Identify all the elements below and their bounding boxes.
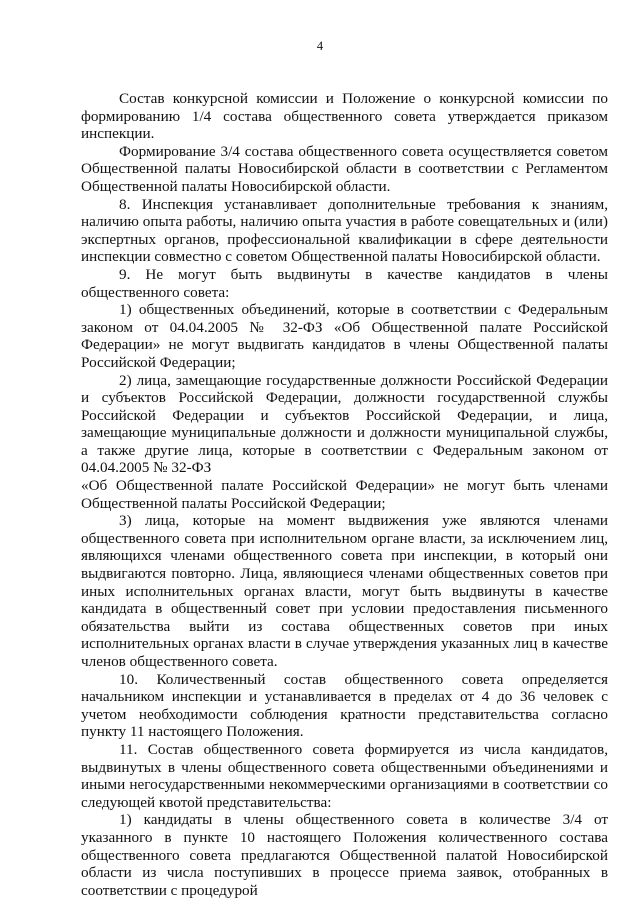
- paragraph-item-9-1: 1) общественных объединений, которые в соответствии с Федеральным законом от 04.04.2005 № 32-ФЗ «Об Общественной палате Российской Федерации» не могут выдвигать кандидатов в члены Общественной палаты Российской Федерации;: [81, 301, 608, 371]
- paragraph-item-9-3: 3) лица, которые на момент выдвижения уже являются членами общественного совета при исполнительном органе власти, за исключением лиц, являющихся членами общественного совета при инспекции, в который они выдвигаются повторно. Лица, являющиеся членами общественных советов при иных исполнительных органах власти, могут быть выдвинуты в качестве кандидата в общественный совет при условии предоставления письменного обязательства выйти из состава общественных советов при иных исполнительных органах власти в случае утверждения указанных лиц в качестве членов общественного совета.: [81, 512, 608, 670]
- paragraph-item-9-2-continued: «Об Общественной палате Российской Федерации» не могут быть членами Общественной палаты Российской Федерации;: [81, 477, 608, 512]
- paragraph-item-9: 9. Не могут быть выдвинуты в качестве кандидатов в члены общественного совета:: [81, 265, 608, 301]
- page-number: 4: [316, 39, 324, 53]
- paragraph-item-9-2: 2) лица, замещающие государственные должности Российской Федерации и субъектов Российской Федерации, должности государственной службы Российской Федерации и субъектов Российской Федерации, и лица, замещающие муниципальные должности и должности муниципальной службы, а также другие лица, которые в соответствии с Федеральным законом от 04.04.2005 № 32-ФЗ: [81, 371, 608, 477]
- paragraph-council-formation: Формирование 3/4 состава общественного совета осуществляется советом Общественной палаты Новосибирской области в соответствии с Регламентом Общественной палаты Новосибирской области.: [81, 142, 608, 195]
- paragraph-item-10: 10. Количественный состав общественного совета определяется начальником инспекции и устанавливается в пределах от 4 до 36 человек с учетом необходимости соблюдения кратности представительства согласно пункту 11 настоящего Положения.: [81, 670, 608, 741]
- paragraph-item-11-1: 1) кандидаты в члены общественного совета в количестве 3/4 от указанного в пункте 10 настоящего Положения количественного состава общественного совета предлагаются Общественной палатой Новосибирской области из числа поступивших в процессе приема заявок, отобранных в соответствии с процедурой: [81, 811, 608, 899]
- document-body: [81, 90, 608, 899]
- paragraph-item-11: 11. Состав общественного совета формируется из числа кандидатов, выдвинутых в члены общественного совета общественными объединениями и иными негосударственными некоммерческими организациями в соответствии со следующей квотой представительства:: [81, 740, 608, 811]
- paragraph-item-8: 8. Инспекция устанавливает дополнительные требования к знаниям, наличию опыта работы, наличию опыта участия в работе совещательных и (или) экспертных органов, профессиональной квалификации в сфере деятельности инспекции совместно с советом Общественной палаты Новосибирской области.: [81, 195, 608, 266]
- paragraph-commission-composition: Состав конкурсной комиссии и Положение о конкурсной комиссии по формированию 1/4 состава общественного совета утверждается приказом инспекции.: [81, 90, 608, 143]
